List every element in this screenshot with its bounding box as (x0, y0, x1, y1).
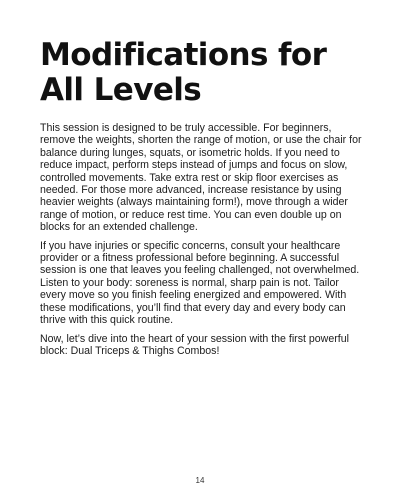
document-page (40, 38, 364, 363)
paragraph-transition: Now, let’s dive into the heart of your session with the first powerful block: Dual Triceps & Thighs Combos! (40, 332, 349, 357)
paragraph-safety: If you have injuries or specific concerns, consult your healthcare provider or a fitness professional before beginning. A successful session is one that leaves you feeling challenged, not overwhelmed. Listen to your body: soreness is normal, sharp pain is not. Tailor every move so you finish feeling energized and empowered. With these modifications, you’ll find that every day and every body can thrive with this quick routine. (40, 239, 360, 327)
paragraph-modifications: This session is designed to be truly accessible. For beginners, remove the weights, shorten the range of motion, or use the chair for balance during lunges, squats, or isometric holds. If you need to reduce impact, perform steps instead of jumps and focus on slow, controlled movements. Take extra rest or skip floor exercises as needed. For those more advanced, increase resistance by using heavier weights (always maintaining form!), move through a wider range of motion, or reduce rest time. You can even double up on blocks for an extended challenge. (40, 122, 362, 234)
page-title: Modifications for All Levels (40, 37, 327, 108)
page-number: 14 (195, 476, 205, 485)
